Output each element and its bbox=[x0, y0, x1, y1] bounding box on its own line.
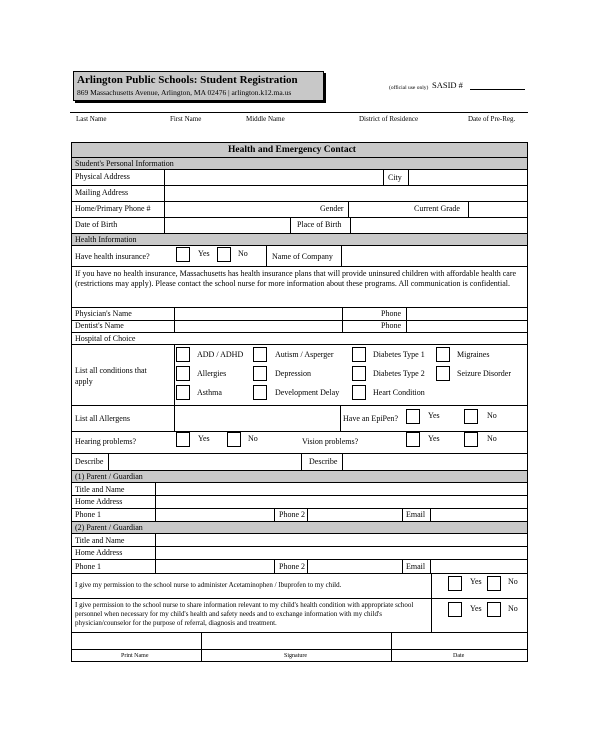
row-divider bbox=[72, 344, 527, 345]
permission-divider bbox=[431, 599, 432, 632]
guardian2-email-label: Email bbox=[406, 562, 426, 571]
guardian2-phone2-input[interactable] bbox=[308, 560, 402, 573]
mailing-address-input[interactable] bbox=[165, 186, 527, 201]
condition-label: ADD / ADHD bbox=[197, 350, 244, 359]
no-label: No bbox=[508, 577, 518, 586]
health-heading: Health Information bbox=[75, 235, 137, 244]
condition-checkbox-depression[interactable] bbox=[253, 366, 267, 381]
hospital-input[interactable] bbox=[175, 333, 527, 344]
company-divider bbox=[266, 246, 267, 266]
condition-label: Development Delay bbox=[275, 388, 340, 397]
section-title: Health and Emergency Contact bbox=[228, 145, 356, 155]
date-label: Date bbox=[453, 653, 465, 659]
permission-medication-yes-checkbox[interactable] bbox=[448, 576, 462, 591]
yes-label: Yes bbox=[428, 411, 440, 420]
physician-phone-label: Phone bbox=[381, 309, 401, 318]
middle-name-label: Middle Name bbox=[246, 115, 285, 123]
epipen-no-checkbox[interactable] bbox=[464, 409, 478, 424]
guardian1-address-input[interactable] bbox=[156, 496, 527, 508]
signature-input[interactable] bbox=[202, 633, 391, 649]
official-use-note: (official use only) bbox=[389, 85, 429, 91]
name-row-line[interactable] bbox=[70, 112, 528, 113]
insurance-no-checkbox[interactable] bbox=[217, 247, 231, 262]
row-divider bbox=[72, 598, 527, 599]
guardian2-phone1-input[interactable] bbox=[156, 560, 274, 573]
guardian1-phone1-label: Phone 1 bbox=[75, 510, 101, 519]
no-label: No bbox=[248, 434, 258, 443]
condition-label: Diabetes Type 2 bbox=[373, 369, 425, 378]
guardian1-email-label: Email bbox=[406, 510, 426, 519]
health-heading-bar bbox=[72, 234, 527, 246]
guardian2-heading: (2) Parent / Guardian bbox=[75, 523, 143, 532]
permission-medication-text: I give my permission to the school nurse to administer Acetaminophen / Ibuprofen to my child. bbox=[75, 581, 342, 589]
mailing-address-label: Mailing Address bbox=[75, 188, 129, 197]
permission-divider bbox=[431, 574, 432, 598]
guardian2-email-input[interactable] bbox=[431, 560, 527, 573]
guardian1-name-input[interactable] bbox=[156, 483, 527, 495]
guardian2-address-label: Home Address bbox=[75, 548, 123, 557]
first-name-label: First Name bbox=[170, 115, 202, 123]
district-label: District of Residence bbox=[359, 115, 419, 123]
home-phone-label: Home/Primary Phone # bbox=[75, 204, 151, 213]
permission-share-no-checkbox[interactable] bbox=[487, 602, 501, 617]
pob-label: Place of Birth bbox=[297, 220, 342, 229]
phone2-divider bbox=[274, 509, 275, 521]
permission-share-text: I give permission to the school nurse to share information relevant to my child's health condition with appropriate school personnel when necessary for my child's health and safety needs and to exchange information with my child's physician/counselor for the purpose of referral, diagnosis and treatment. bbox=[75, 601, 414, 627]
yes-label: Yes bbox=[470, 577, 482, 586]
row-divider bbox=[72, 573, 527, 574]
guardian1-heading: (1) Parent / Guardian bbox=[75, 472, 143, 481]
email-divider bbox=[402, 509, 403, 521]
company-input[interactable] bbox=[342, 246, 527, 266]
print-name-label: Print Name bbox=[121, 653, 149, 659]
condition-checkbox-diabetes-2[interactable] bbox=[352, 366, 366, 381]
guardian2-title-name-label: Title and Name bbox=[75, 536, 125, 545]
guardian2-name-input[interactable] bbox=[156, 534, 527, 546]
signature-label: Signature bbox=[284, 653, 307, 659]
epipen-divider bbox=[340, 406, 341, 431]
guardian2-address-input[interactable] bbox=[156, 547, 527, 559]
physical-address-label: Physical Address bbox=[75, 172, 130, 181]
guardian1-phone1-input[interactable] bbox=[156, 509, 274, 521]
dob-input[interactable] bbox=[165, 218, 290, 233]
current-grade-input[interactable] bbox=[469, 202, 527, 217]
vision-describe-label: Describe bbox=[309, 457, 338, 466]
permission-medication-no-checkbox[interactable] bbox=[487, 576, 501, 591]
city-input[interactable] bbox=[409, 170, 527, 185]
condition-label: Seizure Disorder bbox=[457, 369, 511, 378]
pob-input[interactable] bbox=[351, 218, 527, 233]
no-label: No bbox=[508, 604, 518, 613]
guardian1-title-name-label: Title and Name bbox=[75, 485, 125, 494]
company-label: Name of Company bbox=[272, 252, 333, 261]
hearing-no-checkbox[interactable] bbox=[227, 432, 241, 447]
condition-checkbox-asthma[interactable] bbox=[176, 385, 190, 400]
hearing-describe-label: Describe bbox=[75, 457, 104, 466]
vision-no-checkbox[interactable] bbox=[464, 432, 478, 447]
yes-label: Yes bbox=[470, 604, 482, 613]
gender-input[interactable] bbox=[349, 202, 407, 217]
hearing-yes-checkbox[interactable] bbox=[176, 432, 190, 447]
dentist-phone-label: Phone bbox=[381, 321, 401, 330]
form-header-box bbox=[73, 71, 324, 101]
guardian1-phone2-label: Phone 2 bbox=[279, 510, 305, 519]
current-grade-label: Current Grade bbox=[414, 204, 460, 213]
allergens-input[interactable] bbox=[175, 406, 340, 431]
guardian1-phone2-input[interactable] bbox=[308, 509, 402, 521]
hospital-label: Hospital of Choice bbox=[75, 334, 136, 343]
email-divider bbox=[402, 560, 403, 573]
last-name-label: Last Name bbox=[76, 115, 107, 123]
guardian2-phone2-label: Phone 2 bbox=[279, 562, 305, 571]
guardian2-phone1-label: Phone 1 bbox=[75, 562, 101, 571]
no-label: No bbox=[238, 249, 248, 258]
condition-label: Diabetes Type 1 bbox=[373, 350, 425, 359]
condition-label: Migraines bbox=[457, 350, 490, 359]
condition-label: Autism / Asperger bbox=[275, 350, 334, 359]
row-divider bbox=[72, 431, 527, 432]
date-input[interactable] bbox=[392, 633, 527, 649]
condition-checkbox-migraines[interactable] bbox=[436, 347, 450, 362]
dentist-input[interactable] bbox=[175, 321, 342, 332]
condition-label: Asthma bbox=[197, 388, 222, 397]
physical-address-input[interactable] bbox=[165, 170, 383, 185]
row-divider bbox=[72, 266, 527, 267]
row-divider bbox=[72, 649, 527, 650]
school-address: 869 Massachusetts Avenue, Arlington, MA 02476 | arlington.k12.ma.us bbox=[77, 88, 292, 97]
condition-label: Allergies bbox=[197, 369, 227, 378]
condition-checkbox-autism[interactable] bbox=[253, 347, 267, 362]
gender-label: Gender bbox=[320, 204, 344, 213]
allergens-label: List all Allergens bbox=[75, 414, 130, 423]
guardian1-email-input[interactable] bbox=[431, 509, 527, 521]
no-label: No bbox=[487, 411, 497, 420]
conditions-label: List all conditions that apply bbox=[75, 366, 147, 386]
sasid-label: SASID # bbox=[432, 80, 463, 90]
yes-label: Yes bbox=[198, 434, 210, 443]
condition-checkbox-diabetes-1[interactable] bbox=[352, 347, 366, 362]
insurance-yes-checkbox[interactable] bbox=[176, 247, 190, 262]
label-divider bbox=[174, 345, 175, 405]
epipen-label: Have an EpiPen? bbox=[343, 414, 399, 423]
vision-label: Vision problems? bbox=[302, 437, 359, 446]
physician-label: Physician's Name bbox=[75, 309, 132, 318]
condition-label: Heart Condition bbox=[373, 388, 425, 397]
hearing-label: Hearing problems? bbox=[75, 437, 137, 446]
prereg-date-label: Date of Pre-Reg. bbox=[468, 115, 516, 123]
condition-label: Depression bbox=[275, 369, 311, 378]
guardian1-address-label: Home Address bbox=[75, 497, 123, 506]
epipen-yes-checkbox[interactable] bbox=[406, 409, 420, 424]
describe-divider bbox=[301, 454, 302, 470]
insurance-question: Have health insurance? bbox=[75, 252, 150, 261]
form-title: Arlington Public Schools: Student Registration bbox=[77, 74, 298, 86]
city-label: City bbox=[388, 173, 402, 182]
vision-yes-checkbox[interactable] bbox=[406, 432, 420, 447]
permission-share-yes-checkbox[interactable] bbox=[448, 602, 462, 617]
vision-describe-input[interactable] bbox=[343, 454, 527, 470]
hearing-describe-input[interactable] bbox=[109, 454, 301, 470]
sasid-field[interactable] bbox=[470, 89, 525, 90]
home-phone-input[interactable] bbox=[165, 202, 290, 217]
insurance-note: If you have no health insurance, Massachusetts has health insurance plans that will provide uninsured children with affordable health care (restrictions may apply). Please contact the school nurse for more information about these programs. All communication is confidential. bbox=[75, 269, 517, 288]
condition-checkbox-allergies[interactable] bbox=[176, 366, 190, 381]
condition-checkbox-add-adhd[interactable] bbox=[176, 347, 190, 362]
physician-input[interactable] bbox=[175, 308, 342, 320]
row-divider bbox=[72, 201, 527, 202]
pob-divider bbox=[290, 218, 291, 233]
condition-checkbox-dev-delay[interactable] bbox=[253, 385, 267, 400]
phone2-divider bbox=[274, 560, 275, 573]
condition-checkbox-seizure[interactable] bbox=[436, 366, 450, 381]
yes-label: Yes bbox=[198, 249, 210, 258]
personal-heading: Student's Personal Information bbox=[75, 159, 174, 168]
yes-label: Yes bbox=[428, 434, 440, 443]
city-divider bbox=[383, 170, 384, 185]
physician-phone-input[interactable] bbox=[407, 308, 527, 320]
dentist-phone-input[interactable] bbox=[407, 321, 527, 332]
condition-checkbox-heart[interactable] bbox=[352, 385, 366, 400]
dentist-label: Dentist's Name bbox=[75, 321, 124, 330]
print-name-input[interactable] bbox=[72, 633, 201, 649]
dob-label: Date of Birth bbox=[75, 220, 118, 229]
no-label: No bbox=[487, 434, 497, 443]
